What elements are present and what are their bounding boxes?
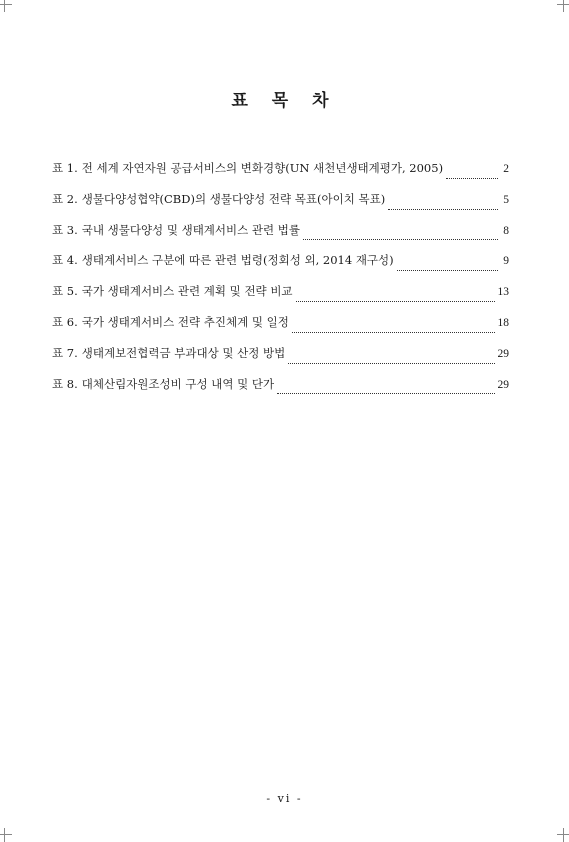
entry-number: 표 7. <box>52 345 78 360</box>
dot-leader <box>303 239 498 240</box>
entry-title: 생태계보전협력금 부과대상 및 산정 방법 <box>81 345 286 360</box>
dot-leader <box>288 363 494 364</box>
entry-page: 18 <box>497 316 509 329</box>
crop-mark-top-right <box>557 0 569 12</box>
crop-mark-top-left <box>0 0 12 12</box>
dot-leader <box>296 301 495 302</box>
toc-entry[interactable] <box>52 345 509 376</box>
entry-page: 2 <box>503 163 509 175</box>
table-list <box>52 160 509 406</box>
entry-title: 국내 생물다양성 및 생태계서비스 관련 법률 <box>81 222 300 237</box>
entry-title: 생태계서비스 구분에 따른 관련 법령(정회성 외, 2014 재구성) <box>81 253 394 268</box>
entry-number: 표 1. <box>52 161 78 175</box>
dot-leader <box>397 270 498 271</box>
toc-entry[interactable] <box>52 252 509 283</box>
dot-leader <box>388 209 498 210</box>
page-number-footer: - vi - <box>266 792 303 805</box>
entry-page: 9 <box>503 255 509 268</box>
entry-number: 표 3. <box>52 222 78 237</box>
entry-number: 표 2. <box>52 191 78 206</box>
dot-leader <box>277 393 494 394</box>
entry-number: 표 8. <box>52 376 78 391</box>
toc-entry[interactable] <box>52 314 509 345</box>
entry-title: 생물다양성협약(CBD)의 생물다양성 전략 목표(아이치 목표) <box>81 191 386 206</box>
page-title: 표 목 차 <box>231 91 338 111</box>
dot-leader <box>446 178 498 179</box>
entry-page: 5 <box>503 193 509 206</box>
toc-entry[interactable] <box>52 160 509 191</box>
entry-page: 8 <box>503 224 509 237</box>
entry-number: 표 6. <box>52 314 78 329</box>
toc-entry[interactable] <box>52 376 509 407</box>
entry-page: 29 <box>497 347 509 360</box>
entry-title: 대체산림자원조성비 구성 내역 및 단가 <box>81 376 275 391</box>
entry-number: 표 4. <box>52 253 78 268</box>
toc-entry[interactable] <box>52 191 509 222</box>
entry-page: 29 <box>497 378 509 391</box>
entry-title: 전 세계 자연자원 공급서비스의 변화경향(UN 새천년생태계평가, 2005) <box>81 161 444 175</box>
entry-page: 13 <box>497 286 509 299</box>
entry-title: 국가 생태계서비스 관련 계획 및 전략 비교 <box>81 284 293 299</box>
entry-number: 표 5. <box>52 284 78 299</box>
toc-entry[interactable] <box>52 283 509 314</box>
toc-entry[interactable] <box>52 222 509 253</box>
entry-title: 국가 생태계서비스 전략 추진체계 및 일정 <box>81 314 289 329</box>
dot-leader <box>292 332 495 333</box>
